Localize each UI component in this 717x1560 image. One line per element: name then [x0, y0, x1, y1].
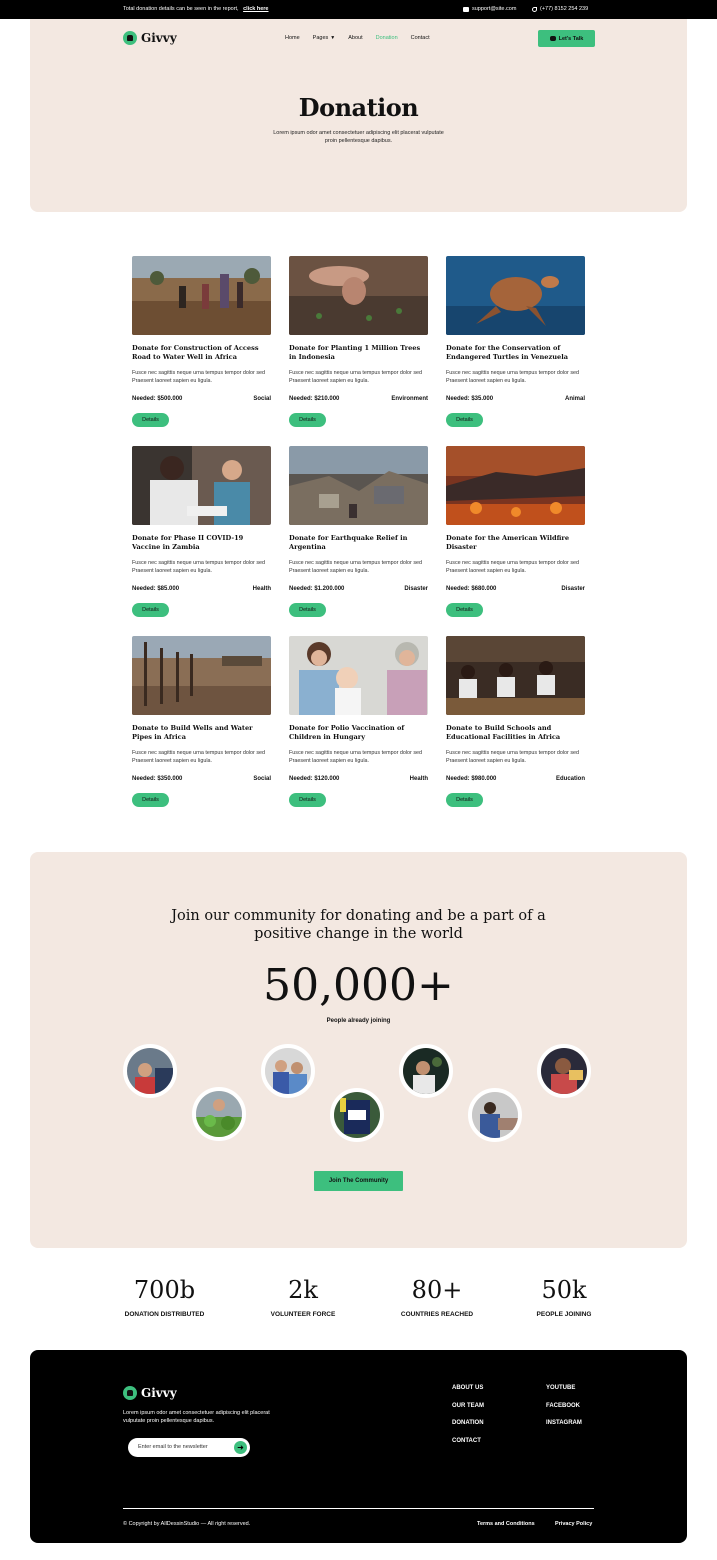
card-needed: Needed: $210.000 — [289, 396, 340, 402]
card-image[interactable] — [132, 446, 271, 525]
card-category: Health — [409, 776, 428, 782]
footer-link-team[interactable]: OUR TEAM — [452, 1402, 484, 1409]
footer-links-social — [546, 1385, 582, 1438]
support-email[interactable]: support@site.com — [472, 6, 517, 12]
stat-label: VOLUNTEER FORCE — [270, 1311, 336, 1318]
card-image[interactable] — [289, 636, 428, 715]
donation-card — [132, 636, 271, 811]
card-description: Fusce nec sagittis neque urna tempus tempor dolor sed Praesent laoreet sapien eu ligula. — [132, 370, 266, 384]
arrow-right-icon[interactable]: ➜ — [234, 1441, 247, 1454]
copyright-text: © Copyright by AllDessinStudio — All right reserved. — [123, 1521, 251, 1527]
hero-section — [30, 19, 687, 212]
member-avatar — [192, 1087, 246, 1141]
card-description: Fusce nec sagittis neque urna tempus tempor dolor sed Praesent laoreet sapien eu ligula. — [289, 750, 423, 764]
stat-label: DONATION DISTRIBUTED — [124, 1311, 205, 1318]
lets-talk-button[interactable] — [538, 30, 595, 47]
card-needed: Needed: $35.000 — [446, 396, 494, 402]
member-avatar — [399, 1044, 453, 1098]
stat-value: 80+ — [411, 1276, 463, 1304]
card-needed: Needed: $500.000 — [132, 396, 183, 402]
card-image[interactable] — [446, 636, 585, 715]
card-category: Social — [253, 396, 271, 402]
stat-label: COUNTRIES REACHED — [400, 1311, 474, 1318]
report-notice-text: Total donation details can be seen in the report, — [123, 6, 239, 12]
terms-link[interactable]: Terms and Conditions — [477, 1521, 535, 1527]
stat-countries — [398, 1275, 476, 1318]
report-link[interactable]: click here — [243, 6, 269, 12]
details-button[interactable]: Details — [132, 793, 169, 807]
card-image[interactable] — [446, 256, 585, 335]
card-description: Fusce nec sagittis neque urna tempus tempor dolor sed Praesent laoreet sapien eu ligula. — [132, 560, 266, 574]
card-needed: Needed: $85.000 — [132, 586, 180, 592]
footer-logo[interactable] — [123, 1386, 177, 1400]
card-title[interactable]: Donate for Polio Vaccination of Children in Hungary — [289, 724, 405, 741]
details-button[interactable]: Details — [289, 793, 326, 807]
stat-label: PEOPLE JOINING — [536, 1311, 592, 1318]
details-button[interactable]: Details — [446, 413, 483, 427]
card-title[interactable]: Donate for Planting 1 Million Trees in Indonesia — [289, 344, 421, 361]
logo-icon — [123, 31, 137, 45]
card-title[interactable]: Donate to Build Schools and Educational Facilities in Africa — [446, 724, 561, 741]
join-community-button[interactable]: Join The Community — [314, 1171, 403, 1191]
card-category: Environment — [391, 396, 428, 402]
stat-people — [533, 1275, 595, 1318]
logo-text: Givvy — [141, 31, 177, 45]
card-needed: Needed: $350.000 — [132, 776, 183, 782]
phone-icon — [532, 7, 537, 12]
member-avatar — [330, 1088, 384, 1142]
nav-contact[interactable]: Contact — [410, 35, 430, 41]
newsletter-input[interactable]: Enter email to the newsletter — [138, 1444, 208, 1450]
community-heading: Join our community for donating and be a part of a positive change in the world — [171, 908, 546, 942]
donation-card — [132, 256, 271, 431]
donation-card — [289, 256, 428, 431]
site-logo[interactable] — [123, 31, 177, 45]
card-needed: Needed: $680.000 — [446, 586, 497, 592]
details-button[interactable]: Details — [289, 603, 326, 617]
member-avatar — [123, 1044, 177, 1098]
details-button[interactable]: Details — [446, 793, 483, 807]
lets-talk-label: Let's Talk — [558, 35, 584, 42]
details-button[interactable]: Details — [446, 603, 483, 617]
page-subtitle: Lorem ipsum odor amet consectetuer adipiscing elit placerat vulputate proin pellentesque dapibus. — [273, 130, 444, 144]
community-count: 50,000+ — [263, 960, 454, 1011]
card-needed: Needed: $1.200.000 — [289, 586, 345, 592]
card-description: Fusce nec sagittis neque urna tempus tempor dolor sed Praesent laoreet sapien eu ligula. — [446, 560, 580, 574]
details-button[interactable]: Details — [132, 603, 169, 617]
community-count-label: People already joining — [326, 1018, 391, 1024]
donation-card — [446, 636, 585, 811]
nav-about[interactable]: About — [348, 35, 363, 41]
card-needed: Needed: $980.000 — [446, 776, 497, 782]
logo-icon — [123, 1386, 137, 1400]
card-category: Education — [555, 776, 585, 782]
details-button[interactable]: Details — [289, 413, 326, 427]
card-image[interactable] — [289, 446, 428, 525]
card-description: Fusce nec sagittis neque urna tempus tempor dolor sed Praesent laoreet sapien eu ligula. — [446, 370, 580, 384]
card-title[interactable]: Donate for Construction of Access Road to Water Well in Africa — [132, 344, 259, 361]
details-button[interactable]: Details — [132, 413, 169, 427]
nav-home[interactable]: Home — [285, 35, 300, 41]
card-title[interactable]: Donate for the Conservation of Endangered Turtles in Venezuela — [446, 344, 568, 361]
card-category: Social — [253, 776, 271, 782]
email-contact[interactable] — [463, 6, 516, 12]
footer-divider — [123, 1508, 594, 1509]
mail-icon — [463, 7, 469, 12]
footer-about: Lorem ipsum odor amet consectetuer adipiscing elit placerat vulputate proin pellentesque dapibus. — [123, 1410, 270, 1424]
stat-value: 700b — [133, 1276, 196, 1304]
card-description: Fusce nec sagittis neque urna tempus tempor dolor sed Praesent laoreet sapien eu ligula. — [132, 750, 266, 764]
nav-pages[interactable] — [313, 35, 336, 41]
footer-link-contact[interactable]: CONTACT — [452, 1437, 481, 1444]
donation-card — [446, 446, 585, 621]
member-avatar — [468, 1088, 522, 1142]
card-description: Fusce nec sagittis neque urna tempus tempor dolor sed Praesent laoreet sapien eu ligula. — [289, 560, 423, 574]
stat-value: 50k — [541, 1276, 587, 1304]
chevron-down-icon: ▼ — [330, 35, 336, 41]
stat-donation — [123, 1275, 206, 1318]
card-image[interactable] — [132, 256, 271, 335]
support-phone[interactable]: (+77) 8152 254 239 — [540, 6, 589, 12]
donation-card — [289, 446, 428, 621]
newsletter-form[interactable] — [128, 1438, 250, 1457]
card-image[interactable] — [132, 636, 271, 715]
stat-volunteer — [266, 1275, 340, 1318]
card-category: Disaster — [404, 586, 428, 592]
card-title[interactable]: Donate to Build Wells and Water Pipes in Africa — [132, 724, 253, 741]
report-notice — [123, 6, 269, 12]
stat-value: 2k — [288, 1276, 318, 1304]
donation-card — [446, 256, 585, 431]
main-nav — [285, 35, 430, 41]
card-description: Fusce nec sagittis neque urna tempus tempor dolor sed Praesent laoreet sapien eu ligula. — [446, 750, 580, 764]
card-needed: Needed: $120.000 — [289, 776, 340, 782]
privacy-link[interactable]: Privacy Policy — [555, 1521, 593, 1527]
footer-link-youtube[interactable]: YOUTUBE — [546, 1385, 576, 1391]
card-image[interactable] — [289, 256, 428, 335]
card-description: Fusce nec sagittis neque urna tempus tempor dolor sed Praesent laoreet sapien eu ligula. — [289, 370, 423, 384]
member-avatar — [537, 1044, 591, 1098]
top-bar — [0, 0, 717, 19]
footer-link-instagram[interactable]: INSTAGRAM — [546, 1420, 582, 1426]
phone-contact[interactable] — [532, 6, 588, 12]
card-title[interactable]: Donate for the American Wildfire Disaster — [446, 534, 570, 551]
footer-link-facebook[interactable]: FACEBOOK — [546, 1402, 581, 1409]
site-footer — [30, 1350, 687, 1543]
card-image[interactable] — [446, 446, 585, 525]
community-section — [30, 852, 687, 1248]
nav-donation[interactable]: Donation — [375, 35, 398, 41]
donation-card — [132, 446, 271, 621]
card-category: Health — [252, 586, 271, 592]
logo-text: Givvy — [141, 1386, 177, 1400]
card-title[interactable]: Donate for Phase II COVID-19 Vaccine in Zambia — [132, 534, 244, 551]
footer-links-main — [452, 1385, 484, 1455]
chat-icon — [550, 36, 556, 41]
nav-pages-label: Pages — [312, 35, 329, 41]
footer-link-about[interactable]: ABOUT US — [452, 1385, 484, 1391]
donation-card — [289, 636, 428, 811]
card-category: Disaster — [561, 586, 585, 592]
footer-link-donation[interactable]: DONATION — [452, 1420, 484, 1426]
page-title: Donation — [298, 93, 419, 122]
card-title[interactable]: Donate for Earthquake Relief in Argentina — [289, 534, 408, 551]
member-avatar — [261, 1044, 315, 1098]
card-category: Animal — [564, 396, 585, 402]
